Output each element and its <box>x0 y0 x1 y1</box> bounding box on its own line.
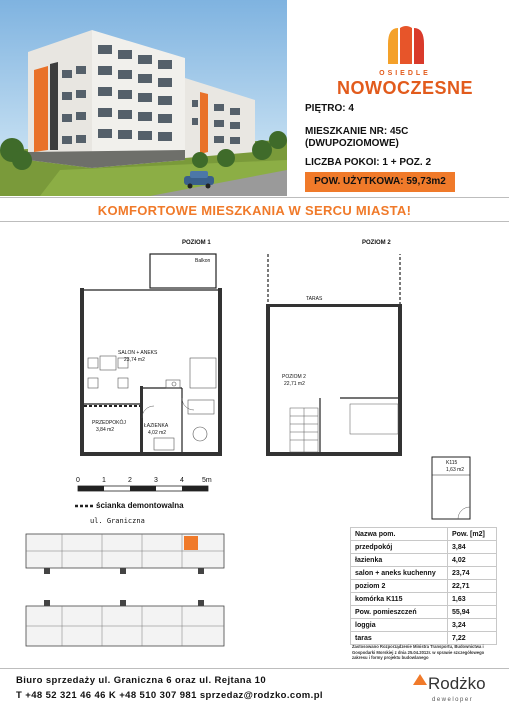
scale-label-2: 2 <box>128 477 132 484</box>
table-row <box>351 593 497 606</box>
table-cell: 4,02 <box>448 554 497 567</box>
plan1-salon-area: 23,74 m2 <box>124 357 145 363</box>
table-cell: loggia <box>351 619 448 632</box>
table-cell: poziom 2 <box>351 580 448 593</box>
table-cell: 23,74 <box>448 567 497 580</box>
table-cell: 7,22 <box>448 632 497 645</box>
table-cell: taras <box>351 632 448 645</box>
divider <box>0 197 509 198</box>
removable-wall-legend-icon <box>74 502 94 510</box>
plan1-przedpokoj-label: PRZEDPOKÓJ <box>92 420 126 426</box>
floor-label: PIĘTRO: 4 <box>305 103 354 114</box>
divider <box>0 221 509 222</box>
scale-label-4: 4 <box>180 477 184 484</box>
table-row <box>351 554 497 567</box>
k115-area: 1,63 m2 <box>446 467 465 473</box>
apartment-type: (DWUPOZIOMOWE) <box>305 138 399 149</box>
k115-label: K115 <box>446 460 458 466</box>
table-cell: Pow. pomieszczeń <box>351 606 448 619</box>
plan1-salon-label: SALON + ANEKS <box>118 350 158 356</box>
sales-office-contact: T +48 52 321 46 46 K +48 510 307 981 sprzedaz@rodzko.com.pl <box>16 690 323 701</box>
building-rendering <box>0 0 287 196</box>
plan2-poziom2-label: POZIOM 2 <box>282 374 306 380</box>
logo-mark-icon <box>386 24 426 68</box>
table-row <box>351 619 497 632</box>
site-plan <box>22 526 228 666</box>
table-cell: salon + aneks kuchenny <box>351 567 448 580</box>
table-cell: 1,63 <box>448 593 497 606</box>
plan2-title: POZIOM 2 <box>362 240 391 246</box>
street-label: ul. Graniczna <box>90 517 145 525</box>
table-cell: 3,24 <box>448 619 497 632</box>
rooms-count: LICZBA POKOI: 1 + POZ. 2 <box>305 157 432 168</box>
table-cell: 3,84 <box>448 541 497 554</box>
scale-label-3: 3 <box>154 477 158 484</box>
osiedle-logo <box>320 18 490 98</box>
table-row <box>351 606 497 619</box>
developer-logo-icon <box>412 672 428 686</box>
plan1-przedpokoj-area: 3,84 m2 <box>96 427 115 433</box>
table-header-cell: Pow. [m2] <box>448 528 497 541</box>
divider <box>0 668 509 669</box>
plan1-balkon-label: Balkon <box>195 258 211 264</box>
plan1-lazienka-label: ŁAZIENKA <box>144 423 169 429</box>
table-header-cell: Nazwa pom. <box>351 528 448 541</box>
table-cell: łazienka <box>351 554 448 567</box>
sales-office-address: Biuro sprzedaży ul. Graniczna 6 oraz ul. Rejtana 10 <box>16 675 267 686</box>
plan2-taras-label: TARAS <box>306 296 323 302</box>
plan2-poziom2-area: 22,71 m2 <box>284 381 305 387</box>
slogan: KOMFORTOWE MIESZKANIA W SERCU MIASTA! <box>97 203 412 218</box>
regulation-note: Zastosowano Rozporządzenie Ministra Transportu, Budownictwa i Gospodarki Morskiej z dnia 25.04.2012r. w sprawie szczegółowego zakresu i formy projektu budowlanego <box>352 644 485 661</box>
apartment-number: MIESZKANIE NR: 45C <box>305 126 409 137</box>
plan1-title: POZIOM 1 <box>182 240 211 246</box>
table-cell: 55,94 <box>448 606 497 619</box>
table-cell: przedpokój <box>351 541 448 554</box>
table-row <box>351 632 497 645</box>
table-row <box>351 567 497 580</box>
table-cell: komórka K115 <box>351 593 448 606</box>
logo-subtitle: OSIEDLE <box>379 70 431 77</box>
scale-bar <box>76 484 216 494</box>
scale-label-1: 1 <box>102 477 106 484</box>
developer-tag: deweloper <box>432 697 474 703</box>
removable-wall-legend: ścianka demontowalna <box>96 501 184 510</box>
scale-label-0: 0 <box>76 477 80 484</box>
plan1-lazienka-area: 4,02 m2 <box>148 430 167 436</box>
table-cell: 22,71 <box>448 580 497 593</box>
table-row <box>351 580 497 593</box>
floor-plan-level-2 <box>250 248 420 463</box>
table-header-row <box>351 528 497 541</box>
table-row <box>351 541 497 554</box>
area-table <box>350 527 497 645</box>
usable-area-badge: POW. UŻYTKOWA: 59,73m2 <box>305 172 455 192</box>
scale-label-5: 5m <box>202 477 212 484</box>
logo-title: NOWOCZESNE <box>336 78 473 98</box>
developer-name: Rodżko <box>428 674 486 693</box>
